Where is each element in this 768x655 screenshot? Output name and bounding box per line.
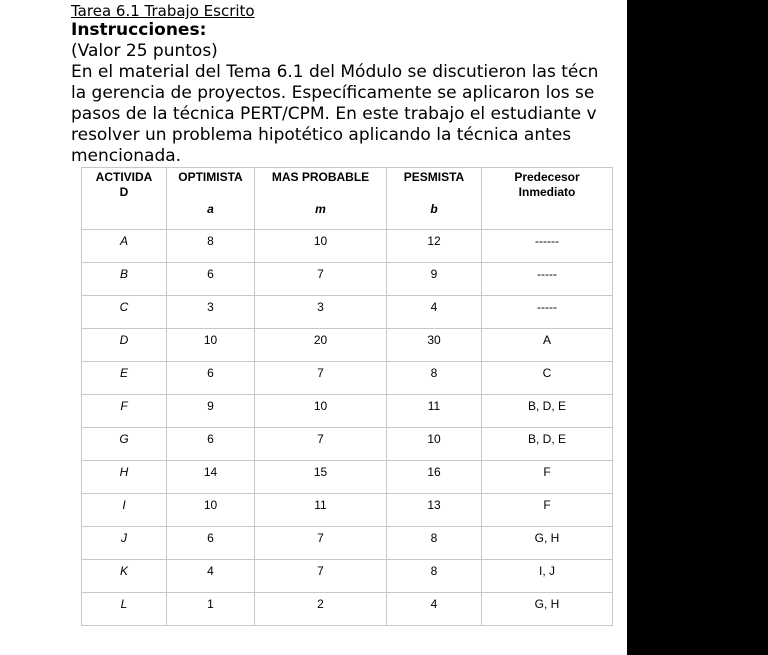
header-activity-label: ACTIVIDA D [95,170,153,199]
most-probable-cell: 11 [255,494,387,527]
most-probable-cell: 10 [255,395,387,428]
most-probable-cell: 20 [255,329,387,362]
header-most-probable-label: MAS PROBABLE [271,170,370,184]
pessimistic-cell: 16 [387,461,482,494]
activity-cell: B [82,263,167,296]
most-probable-cell: 7 [255,560,387,593]
pessimistic-cell: 8 [387,362,482,395]
table-row [82,296,613,329]
activity-table [81,167,613,626]
table-row [82,329,613,362]
most-probable-cell: 2 [255,593,387,626]
activity-cell: J [82,527,167,560]
table-header-row [82,168,613,230]
header-pessimistic-label: PESMISTA [403,170,465,184]
optimistic-cell: 1 [167,593,255,626]
predecessor-cell: A [482,329,613,362]
predecessor-cell: G, H [482,593,613,626]
predecessor-cell: B, D, E [482,428,613,461]
header-most-probable [255,168,387,230]
most-probable-cell: 7 [255,263,387,296]
activity-cell: I [82,494,167,527]
table-body [82,230,613,626]
table-row [82,461,613,494]
pessimistic-cell: 30 [387,329,482,362]
pessimistic-cell: 8 [387,560,482,593]
activity-cell: F [82,395,167,428]
instructions-line-3: pasos de la técnica PERT/CPM. En este trabajo el estudiante v [71,104,597,124]
header-predecessor-label: Predecesor Inmediato [514,170,580,199]
table-row [82,494,613,527]
optimistic-cell: 14 [167,461,255,494]
activity-cell: C [82,296,167,329]
predecessor-cell: B, D, E [482,395,613,428]
most-probable-cell: 10 [255,230,387,263]
table-row [82,593,613,626]
header-optimistic [167,168,255,230]
optimistic-cell: 6 [167,263,255,296]
activity-table-wrapper [81,167,613,626]
predecessor-cell: ------ [482,230,613,263]
optimistic-cell: 8 [167,230,255,263]
optimistic-cell: 10 [167,494,255,527]
most-probable-cell: 3 [255,296,387,329]
predecessor-cell: I, J [482,560,613,593]
pessimistic-cell: 9 [387,263,482,296]
table-row [82,263,613,296]
optimistic-cell: 6 [167,527,255,560]
most-probable-cell: 15 [255,461,387,494]
table-row [82,560,613,593]
pessimistic-cell: 4 [387,296,482,329]
assignment-title: Tarea 6.1 Trabajo Escrito [71,2,255,20]
most-probable-cell: 7 [255,428,387,461]
optimistic-cell: 6 [167,362,255,395]
activity-cell: L [82,593,167,626]
activity-cell: A [82,230,167,263]
pessimistic-cell: 13 [387,494,482,527]
optimistic-cell: 10 [167,329,255,362]
optimistic-cell: 3 [167,296,255,329]
activity-cell: G [82,428,167,461]
most-probable-cell: 7 [255,527,387,560]
optimistic-cell: 4 [167,560,255,593]
activity-cell: H [82,461,167,494]
activity-cell: K [82,560,167,593]
table-row [82,362,613,395]
header-most-probable-symbol: m [315,202,326,216]
black-overlay-panel [627,0,768,655]
header-optimistic-symbol: a [207,202,214,216]
header-pessimistic-symbol: b [430,202,438,216]
optimistic-cell: 6 [167,428,255,461]
table-row [82,527,613,560]
predecessor-cell: F [482,461,613,494]
table-row [82,428,613,461]
pessimistic-cell: 8 [387,527,482,560]
predecessor-cell: ----- [482,263,613,296]
header-pessimistic [387,168,482,230]
activity-cell: E [82,362,167,395]
activity-cell: D [82,329,167,362]
instructions-line-4: resolver un problema hipotético aplicando la técnica antes [71,125,572,145]
pessimistic-cell: 11 [387,395,482,428]
instructions-line-1: En el material del Tema 6.1 del Módulo se discutieron las técn [71,62,599,82]
predecessor-cell: G, H [482,527,613,560]
pessimistic-cell: 4 [387,593,482,626]
instructions-heading: Instrucciones: [71,20,207,40]
predecessor-cell: ----- [482,296,613,329]
table-row [82,230,613,263]
instructions-line-2: la gerencia de proyectos. Específicamente se aplicaron los se [71,83,595,103]
predecessor-cell: F [482,494,613,527]
table-row [82,395,613,428]
pessimistic-cell: 12 [387,230,482,263]
header-activity [82,168,167,230]
predecessor-cell: C [482,362,613,395]
instructions-line-5: mencionada. [71,146,182,166]
header-predecessor [482,168,613,230]
most-probable-cell: 7 [255,362,387,395]
header-optimistic-label: OPTIMISTA [178,170,243,184]
optimistic-cell: 9 [167,395,255,428]
points-value: (Valor 25 puntos) [71,41,218,61]
pessimistic-cell: 10 [387,428,482,461]
